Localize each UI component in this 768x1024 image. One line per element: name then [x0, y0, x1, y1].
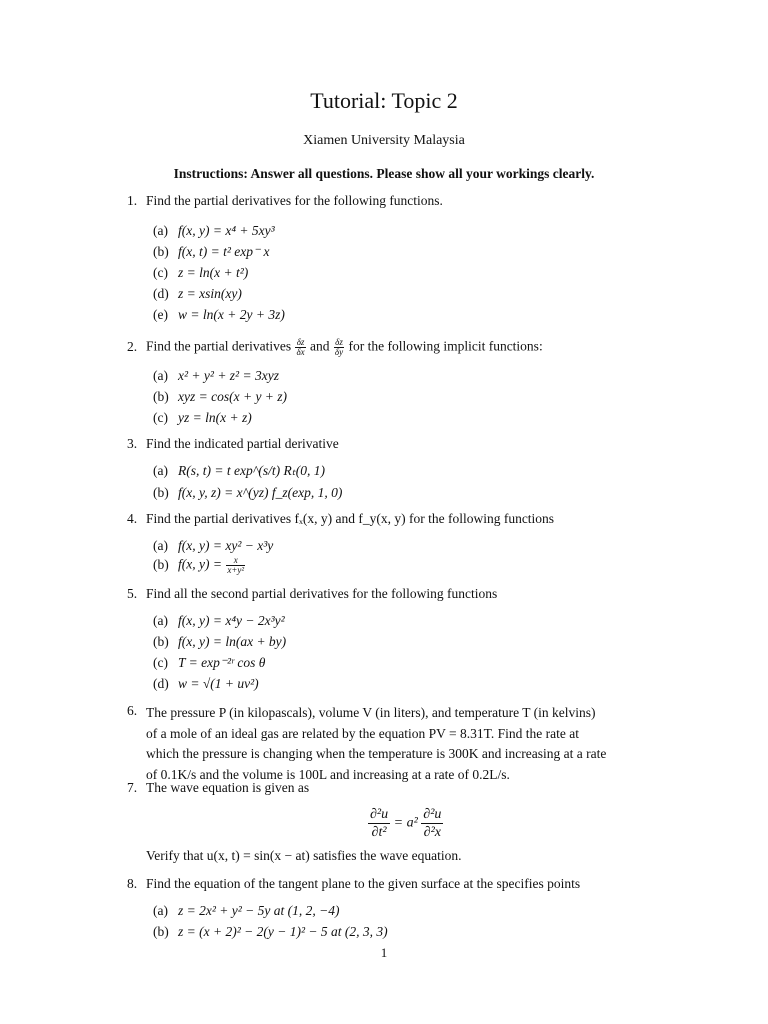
- question-1-item-d: (d) z = xsin(xy): [153, 286, 242, 301]
- question-text: Find all the second partial derivatives for the following functions: [146, 586, 498, 601]
- question-8-item-b: (b) z = (x + 2)² − 2(y − 1)² − 5 at (2, 3, 3): [153, 924, 388, 939]
- question-text: The wave equation is given as: [146, 780, 310, 795]
- question-4-item-b: (b) f(x, y) = $\frac{x}{\text{x+y²}}$: [153, 555, 245, 575]
- question-1-item-b: (b) f(x, t) = t² exp⁻ x: [153, 244, 270, 259]
- question-1-item-a: (a) f(x, y) = x⁴ + 5xy³: [153, 223, 275, 238]
- question-7: [127, 780, 309, 796]
- partial-z-y-fraction: $\frac{\delta z}{\delta y}$: [334, 337, 344, 357]
- partial-z-x-fraction: $\frac{\delta z}{\delta x}$: [296, 337, 305, 357]
- question-8: [127, 876, 580, 892]
- question-5-item-d: (d) w = √(1 + uv²): [153, 676, 259, 691]
- question-2-item-b: (b) xyz = cos(x + y + z): [153, 389, 288, 404]
- question-number: 8.: [127, 876, 138, 891]
- question-6-text: The pressure P (in kilopascals), volume V (in liters), and temperature T (in kelvins) of a mole of an ideal gas are related by the equation PV = 8.31T. Find the rate at which the pressure is changing when the temperature is 300K and increasing at a rate of 0.1K/s and the volume is 100L and increasing at a rate of 0.2L/s.: [146, 705, 607, 782]
- wave-rhs-fraction: $\frac{\text{∂²u}}{\text{∂²x}}$: [423, 807, 442, 840]
- question-2-item-c: (c) yz = ln(x + z): [153, 410, 252, 425]
- question-5-item-c: (c) T = exp⁻²ʳ cos θ: [153, 655, 266, 670]
- question-4: [127, 511, 554, 527]
- question-1-item-c: (c) z = ln(x + t²): [153, 265, 249, 280]
- question-number: 5.: [127, 586, 138, 601]
- question-1-item-e: (e) w = ln(x + 2y + 3z): [153, 307, 285, 322]
- institution-name: Xiamen University Malaysia: [303, 133, 465, 148]
- question-2: 2. Find the partial derivatives $\frac{\delta z}{\delta x}$ and $\frac{\delta z}{\delta y}$ for the following implicit functions:: [127, 337, 543, 357]
- question-6-number: 6.: [127, 703, 138, 718]
- question-text: Find the partial derivatives fₓ(x, y) and f_y(x, y) for the following functions: [146, 511, 555, 526]
- question-4-item-a: (a) f(x, y) = xy² − x³y: [153, 538, 274, 553]
- question-number: 2.: [127, 338, 138, 354]
- question-1: [127, 193, 443, 209]
- question-text: Find the equation of the tangent plane to the given surface at the specifies points: [146, 876, 581, 891]
- question-5: [127, 586, 497, 602]
- question-number: 4.: [127, 511, 138, 526]
- question-3-item-b: (b) f(x, y, z) = x^(yz) f_z(exp, 1, 0): [153, 485, 343, 500]
- question-7-verify: Verify that u(x, t) = sin(x − at) satisfies the wave equation.: [146, 848, 462, 863]
- wave-equation: $\frac{\text{∂²u}}{\text{∂t²}}$ = a² $\frac{\text{∂²u}}{\text{∂²x}}$: [370, 807, 442, 840]
- question-text: Find the partial derivatives for the following functions.: [146, 193, 443, 208]
- page-title: Tutorial: Topic 2: [310, 88, 458, 113]
- question-text: Find the indicated partial derivative: [146, 436, 339, 451]
- x-over-x-plus-y2-fraction: $\frac{x}{\text{x+y²}}$: [227, 555, 245, 575]
- wave-lhs-fraction: $\frac{\text{∂²u}}{\text{∂t²}}$: [370, 807, 389, 840]
- page-number: 1: [380, 945, 388, 960]
- question-8-item-a: (a) z = 2x² + y² − 5y at (1, 2, −4): [153, 903, 340, 918]
- question-number: 7.: [127, 780, 138, 795]
- question-2-item-a: (a) x² + y² + z² = 3xyz: [153, 368, 279, 383]
- question-3: [127, 436, 339, 452]
- instructions: Instructions: Answer all questions. Please show all your workings clearly.: [173, 166, 595, 181]
- question-5-item-b: (b) f(x, y) = ln(ax + by): [153, 634, 287, 649]
- question-5-item-a: (a) f(x, y) = x⁴y − 2x³y²: [153, 613, 285, 628]
- question-number: 3.: [127, 436, 138, 451]
- question-3-item-a: (a) R(s, t) = t exp^(s/t) Rₜ(0, 1): [153, 463, 325, 478]
- question-number: 1.: [127, 193, 138, 208]
